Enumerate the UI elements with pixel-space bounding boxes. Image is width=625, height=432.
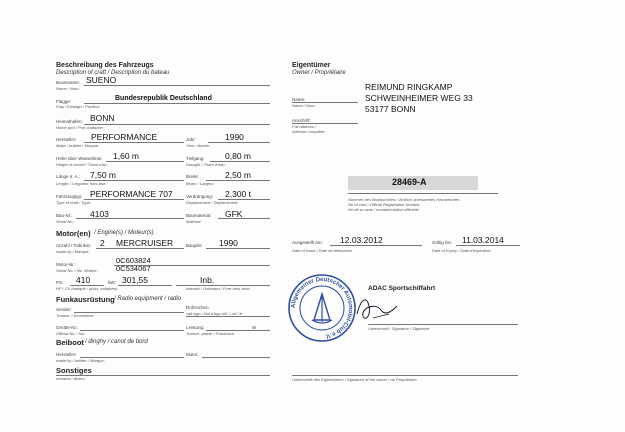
underline — [56, 375, 270, 376]
dinghy-section-title: Beiboot — [56, 338, 84, 347]
radio-section-title: Funkausrüstung — [56, 295, 115, 304]
hersteller-sublabel: Make / builder / Marque: — [56, 143, 100, 148]
geraetenr-sublabel: Official No. / No.: — [56, 331, 87, 336]
underline — [330, 245, 422, 246]
boat-name-value: SUENO — [86, 75, 117, 85]
registration-number-value: 28469-A — [392, 177, 427, 187]
laenge-sublabel: Length / Longueur hors-tout: — [56, 181, 107, 186]
owner-city-value: 53177 BONN — [365, 104, 416, 114]
description-subtitle: Description of craft / Description du bateau — [56, 70, 170, 76]
typ-label: Fahrzeugtyp: — [56, 194, 83, 199]
underline — [106, 161, 184, 162]
underline — [114, 265, 270, 266]
underline — [292, 102, 358, 103]
hp-value: 410 — [76, 275, 91, 285]
baujahr-label: Baujahr: — [186, 243, 203, 248]
owner-name-sublabel: Name / Nom: — [292, 103, 316, 108]
verdraengung-label: Verdrängung: — [186, 194, 214, 199]
typ-sublabel: Type of craft / Type: — [56, 200, 91, 205]
official-signature — [345, 292, 405, 326]
engine-year-value: 1990 — [219, 238, 238, 248]
serial-value: 4103 — [90, 209, 109, 219]
breite-sublabel: Beam / Largeur: — [186, 181, 215, 186]
underline — [208, 142, 270, 143]
registration-sublabel-1: Nummer des Bootsscheins / Amtlich anerkanntes Kennzeichen — [348, 197, 460, 202]
ps-sublabel: HP / CV (indiqué / puiss. indiquée): — [56, 286, 119, 291]
registration-sublabel-3: No de la carte / immatriculation officielle — [348, 207, 419, 212]
underline — [218, 218, 270, 219]
baunr-sublabel: Serial No.: — [56, 219, 75, 224]
baumaterial-sublabel: Material: — [186, 219, 202, 224]
underline — [368, 324, 518, 325]
beam-value: 2,50 m — [225, 170, 251, 180]
underline — [84, 180, 184, 181]
make-value: PERFORMANCE — [91, 132, 158, 142]
inboard-sublabel: Inboard / Outboard / Fore-hors-bord — [186, 286, 250, 291]
material-value: GFK — [225, 209, 243, 219]
underline — [76, 218, 184, 219]
underline — [74, 312, 184, 313]
sender-label: Sender: — [56, 307, 72, 312]
underline — [84, 85, 270, 86]
underline — [186, 316, 270, 317]
valid-until-sublabel: Date of Expiry / Date d'expiration: — [432, 248, 492, 253]
underline — [176, 285, 270, 286]
laenge-label: Länge ü. A.: — [56, 174, 81, 179]
underline — [84, 124, 270, 125]
address-label: Anschrift: — [292, 118, 311, 123]
issued-sublabel: Date of issue / Date de délivrance — [292, 248, 353, 253]
address-sublabel-2: Adresse complète: — [292, 129, 326, 134]
breite-label: Breite: — [186, 174, 200, 179]
underline — [84, 142, 184, 143]
engine-count-value: 2 — [100, 238, 105, 248]
signature-sublabel: Unterschrift / Signature / Signature — [368, 326, 430, 331]
heimathafen-sublabel: Home port / Port d'attache: — [56, 125, 104, 130]
owner-title: Eigentümer — [292, 62, 331, 69]
type-value: PERFORMANCE 707 — [90, 189, 173, 199]
rufzeichen-label: Rufzeichen: — [186, 305, 210, 310]
jahr-label: Jahr: — [186, 137, 197, 142]
hersteller-label: Hersteller: — [56, 137, 77, 142]
underline — [96, 248, 184, 249]
motor-section-subtitle: / Engine(s) / Moteur(s) — [94, 230, 154, 236]
baumaterial-label: Baumaterial: — [186, 213, 212, 218]
address-sublabel-1: Full address / — [292, 124, 317, 129]
geraetenr-label: Geräte-Nr.: — [56, 325, 79, 330]
tiefgang-label: Tiefgang: — [186, 156, 205, 161]
leistung-sublabel: Transm. power / Puissance — [186, 331, 235, 336]
underline — [80, 357, 184, 358]
draught-value: 0,80 m — [225, 151, 251, 161]
underline — [292, 123, 358, 124]
underline — [206, 330, 270, 331]
adac-label: ADAC Sportschiffahrt — [368, 285, 436, 292]
underline — [210, 161, 270, 162]
motor-section-title: Motor(en) — [56, 229, 91, 238]
bootsname-label: Bootsname: — [56, 80, 81, 85]
valid-until-label: Gültig bis: — [432, 240, 453, 245]
jahr-sublabel: Year / Année: — [186, 143, 211, 148]
flag-value: Bundesrepublik Deutschland — [115, 95, 212, 102]
anzahl-sublabel: made by / Marque: — [56, 249, 90, 254]
underline — [84, 103, 270, 104]
registration-sublabel-2: No of card / Official Registration Number — [348, 202, 420, 207]
engine-serial-1-value: 0C603824 — [116, 256, 151, 265]
remarks-sublabel: remarks / divers — [56, 376, 85, 381]
heimathafen-label: Heimathafen: — [56, 119, 83, 124]
underline — [456, 245, 520, 246]
dinghy-make-sublabel: made by / builder / Marque: — [56, 358, 105, 363]
inboard-value: Inb. — [200, 275, 215, 285]
sender-sublabel: Transm. / Emmetteur: — [56, 313, 95, 318]
seal-text: Allgemeiner Deutscher Automobil-Club e.V. — [290, 276, 354, 339]
engine-make-value: MERCRUISER — [116, 238, 174, 248]
underline — [348, 193, 498, 194]
issued-date-value: 12.03.2012 — [340, 235, 383, 245]
displacement-value: 2,300 t — [225, 189, 251, 199]
kw-label: kW: — [108, 280, 116, 285]
ps-label: PS: — [56, 280, 64, 285]
remarks-section-title: Sonstiges — [56, 366, 92, 375]
hoehe-sublabel: Height of vessel / Tirant d'air: — [56, 162, 108, 167]
underline — [206, 180, 270, 181]
owner-name-label: Name: — [292, 97, 306, 102]
leistung-label: Leistung: — [186, 325, 205, 330]
owner-name-value: REIMUND RINGKAMP — [365, 82, 453, 92]
underline — [80, 330, 184, 331]
dinghy-section-subtitle: / dinghy / canot de bord — [85, 339, 148, 345]
owner-street-value: SCHWEINHEIMER WEG 33 — [365, 93, 473, 103]
flagge-label: Flagge: — [56, 99, 72, 104]
kw-value: 301,55 — [122, 275, 148, 285]
dinghy-motor-label: Motor: — [186, 352, 199, 357]
underline — [206, 248, 270, 249]
leistung-unit: W — [252, 325, 257, 330]
rufzeichen-sublabel: call sign / Nui d'app ahf. / nd / le — [186, 311, 243, 316]
underline — [70, 285, 104, 286]
underline — [118, 285, 172, 286]
year-value: 1990 — [225, 132, 244, 142]
motornr-sublabel: Serial No. / No. Moteur: — [56, 268, 98, 273]
owner-signature-sublabel: Unterschrift des Eigentümers / Signature of the owner / du Propriétaire — [292, 377, 417, 382]
hoehe-label: Höhe über Wasserlinie: — [56, 156, 103, 161]
length-value: 7,50 m — [90, 170, 116, 180]
valid-until-value: 11.03.2014 — [462, 235, 504, 245]
home-port-value: BONN — [90, 113, 115, 123]
engine-serial-2-value: 0C534067 — [116, 264, 151, 273]
dinghy-make-label: Hersteller: — [56, 352, 77, 357]
underline — [292, 375, 518, 376]
flagge-sublabel: Flag / Enseign / Pavillon: — [56, 104, 101, 109]
underline — [84, 199, 184, 200]
baunr-label: Bau-Nr.: — [56, 213, 73, 218]
tiefgang-sublabel: Draught / Tirant d'eau: — [186, 162, 226, 167]
underline — [218, 199, 270, 200]
owner-subtitle: Owner / Propriétaire — [292, 70, 346, 76]
underline — [202, 357, 270, 358]
description-title: Beschreibung des Fahrzeugs — [56, 62, 154, 69]
radio-section-subtitle: / Radio equipment / radio — [114, 296, 182, 302]
motornr-label: Motor-Nr.: — [56, 262, 77, 267]
verdraengung-sublabel: Displacement / Déplacement: — [186, 200, 239, 205]
height-value: 1,60 m — [113, 151, 139, 161]
issued-label: Ausgestellt am: — [292, 240, 323, 245]
bootsname-sublabel: Name / Nom: — [56, 86, 80, 91]
anzahl-label: Anzahl / Fabrikat: — [56, 243, 92, 248]
